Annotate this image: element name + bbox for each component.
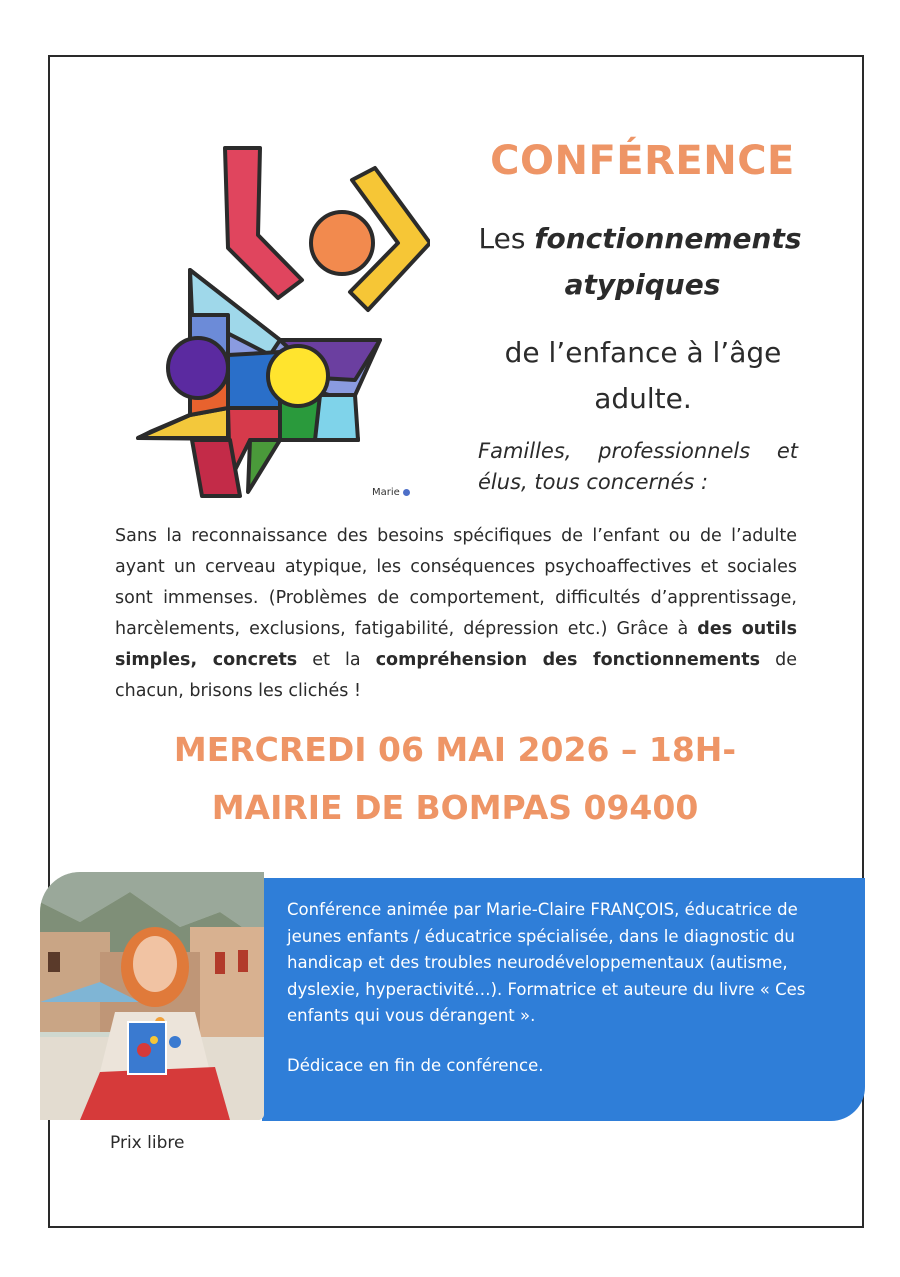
- subtitle-line-2: atypiques: [564, 268, 721, 301]
- logo-orange-circle: [311, 212, 373, 274]
- audience-text: Familles, professionnels et élus, tous concernés :: [478, 439, 798, 494]
- intro-bold-2: compréhension des fonctionnements: [375, 650, 761, 670]
- subtitle-line-3: de l’enfance à l’âge adulte.: [504, 336, 782, 415]
- event-place: MAIRIE DE BOMPAS 09400: [211, 788, 699, 827]
- logo-signature: Marie: [372, 487, 410, 498]
- logo-illustration: [130, 140, 430, 510]
- logo-red-shape: [225, 148, 302, 298]
- intro-paragraph: Sans la reconnaissance des besoins spécifiques de l’enfant ou de l’adulte ayant un cerveau atypique, les conséquences psychoaffectives et sociales sont immenses. (Problèmes de comportement, difficultés d’apprentissage, harcèlements, exclusions, fatigabilité, dépression etc.) Grâce à des outils simples, concrets et la compréhension des fonctionnements de chacun, brisons les clichés !: [115, 526, 797, 701]
- price-label: Prix libre: [110, 1133, 185, 1153]
- page-title: CONFÉRENCE: [490, 138, 795, 184]
- logo-yellow-circle: [268, 346, 328, 406]
- logo-purple-circle: [168, 338, 228, 398]
- event-date: MERCREDI 06 MAI 2026 – 18H-: [173, 730, 737, 769]
- dedicace-text: Dédicace en fin de conférence.: [287, 1056, 544, 1075]
- speaker-bio: Conférence animée par Marie-Claire FRANÇOIS, éducatrice de jeunes enfants / éducatrice spécialisée, dans le diagnostic du handicap et des troubles neurodéveloppementaux (autisme, dyslexie, hyperactivité…). Formatrice et auteure du livre « Ces enfants qui vous dérangent ».: [287, 900, 806, 1025]
- intro-bold-1: des outils simples, concrets: [115, 619, 797, 670]
- subtitle-line-1: Les fonctionnements: [478, 222, 802, 255]
- subtitle-emphasis-1: fonctionnements: [534, 222, 802, 255]
- speaker-photo: [40, 872, 264, 1120]
- copyright-icon: [403, 489, 410, 496]
